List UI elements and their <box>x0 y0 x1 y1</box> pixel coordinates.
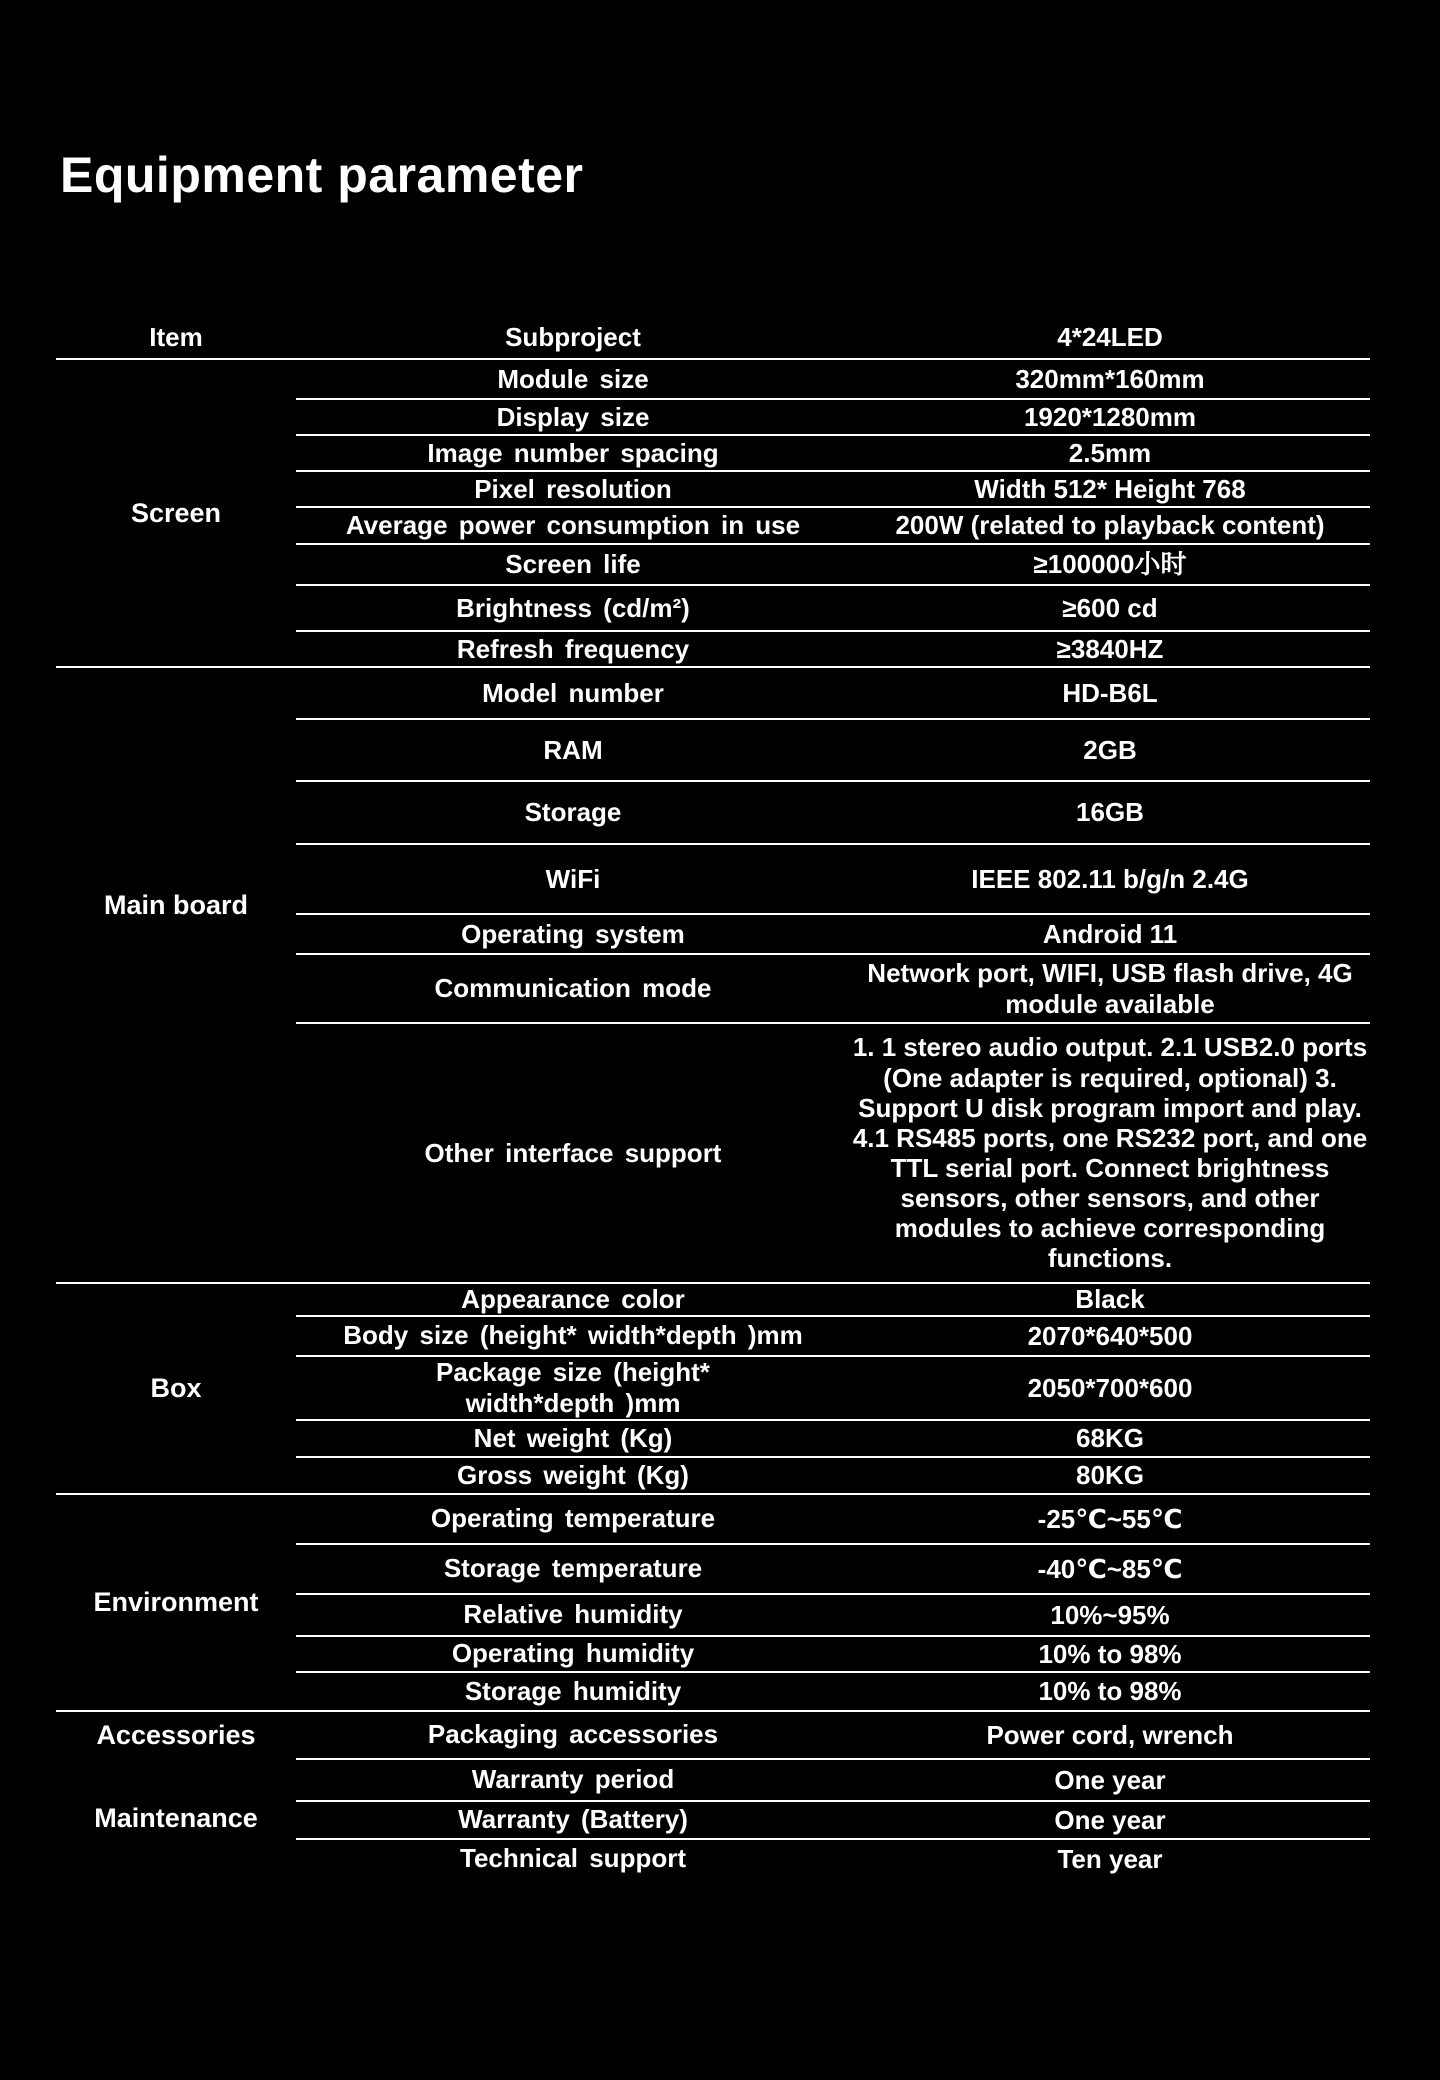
spec-value: Ten year <box>1057 1843 1163 1874</box>
spec-label: Brightness (cd/m²) <box>456 592 690 623</box>
section-accessories <box>56 1712 1370 1760</box>
spec-row-warranty-period <box>296 1760 1370 1802</box>
spec-row-communication-mode <box>296 955 1370 1024</box>
spec-value: Power cord, wrench <box>986 1719 1234 1750</box>
spec-row-storage-humidity <box>296 1673 1370 1710</box>
spec-row-model-number <box>296 668 1370 720</box>
spec-row-storage <box>296 782 1370 845</box>
spec-value: ≥3840HZ <box>1056 633 1164 664</box>
spec-value: -40℃~85℃ <box>1037 1553 1183 1584</box>
spec-row-operating-humidity <box>296 1637 1370 1673</box>
spec-value: Network port, WIFI, USB flash drive, 4G module available <box>867 958 1353 1019</box>
spec-label: Operating temperature <box>430 1503 716 1534</box>
section-main-board-rows <box>296 668 1370 1282</box>
spec-value: 16GB <box>1076 797 1144 828</box>
spec-label: Refresh frequency <box>456 633 690 664</box>
spec-label: Pixel resolution <box>474 473 672 504</box>
spec-row-packaging-accessories <box>296 1712 1370 1760</box>
spec-value: 68KG <box>1076 1423 1144 1454</box>
spec-row-operating-temperature <box>296 1495 1370 1545</box>
item-label-main-board: Main board <box>103 889 248 920</box>
spec-row-display-size <box>296 400 1370 436</box>
spec-row-technical-support <box>296 1840 1370 1878</box>
item-label-maintenance: Maintenance <box>94 1803 258 1834</box>
spec-row-storage-temperature <box>296 1545 1370 1595</box>
spec-label: Gross weight (Kg) <box>457 1459 689 1490</box>
spec-value: 10%~95% <box>1050 1599 1170 1630</box>
spec-value: Android 11 <box>1042 918 1178 949</box>
item-label-screen: Screen <box>130 497 222 528</box>
table-header-row <box>56 316 1370 360</box>
spec-label: Appearance color <box>461 1284 685 1314</box>
spec-label: Communication mode <box>434 973 712 1004</box>
spec-row-other-interface-support <box>296 1024 1370 1282</box>
spec-label: Image number spacing <box>427 437 719 468</box>
spec-row-screen-life <box>296 545 1370 586</box>
spec-row-image-number-spacing <box>296 436 1370 472</box>
section-main-board <box>56 668 1370 1284</box>
spec-value: IEEE 802.11 b/g/n 2.4G <box>971 863 1249 894</box>
spec-label: Module size <box>497 363 649 394</box>
spec-label: Package size (height* width*depth )mm <box>436 1357 710 1418</box>
spec-value: HD-B6L <box>1062 677 1158 708</box>
spec-value: One year <box>1054 1764 1166 1795</box>
section-environment-rows <box>296 1495 1370 1710</box>
spec-row-body-size <box>296 1317 1370 1357</box>
spec-value: 10% to 98% <box>1038 1638 1182 1669</box>
spec-label: Other interface support <box>424 1137 722 1168</box>
spec-label: Display size <box>496 401 650 432</box>
spec-value: 2.5mm <box>1068 437 1152 468</box>
section-screen-rows <box>296 360 1370 666</box>
section-maintenance-rows <box>296 1760 1370 1878</box>
header-model-value: 4*24LED <box>1057 321 1163 352</box>
section-environment <box>56 1495 1370 1712</box>
spec-row-brightness <box>296 586 1370 632</box>
header-item: Item <box>149 321 203 352</box>
page-title: Equipment parameter <box>60 147 584 203</box>
spec-row-refresh-frequency <box>296 632 1370 666</box>
spec-value: -25℃~55℃ <box>1037 1503 1183 1534</box>
item-label-environment: Environment <box>93 1586 259 1617</box>
spec-table <box>56 316 1370 1878</box>
spec-row-ram <box>296 720 1370 782</box>
spec-row-average-power <box>296 508 1370 545</box>
spec-label: RAM <box>543 734 603 765</box>
spec-label: Model number <box>482 677 664 708</box>
item-label-accessories: Accessories <box>96 1720 256 1751</box>
spec-label: Average power consumption in use <box>345 510 801 541</box>
spec-row-gross-weight <box>296 1458 1370 1493</box>
spec-label: Storage <box>524 797 622 828</box>
spec-row-relative-humidity <box>296 1595 1370 1637</box>
spec-row-appearance-color <box>296 1284 1370 1317</box>
section-box-rows <box>296 1284 1370 1493</box>
spec-label: Packaging accessories <box>427 1719 719 1750</box>
spec-value: 80KG <box>1076 1460 1144 1491</box>
spec-value: Black <box>1075 1284 1145 1315</box>
spec-label: Body size (height* width*depth )mm <box>343 1320 803 1351</box>
spec-label: Screen life <box>505 549 641 580</box>
item-label-box: Box <box>150 1372 202 1403</box>
spec-row-wifi <box>296 845 1370 915</box>
spec-label: Technical support <box>460 1843 686 1874</box>
section-maintenance <box>56 1760 1370 1878</box>
spec-value: 2050*700*600 <box>1027 1372 1193 1403</box>
spec-value: 2GB <box>1083 734 1137 765</box>
spec-label: Storage temperature <box>443 1553 703 1584</box>
spec-row-module-size <box>296 360 1370 400</box>
spec-label: Relative humidity <box>463 1599 683 1630</box>
spec-label: Warranty (Battery) <box>458 1804 688 1835</box>
spec-value: 1920*1280mm <box>1023 401 1197 432</box>
spec-label: Operating humidity <box>451 1638 695 1669</box>
spec-row-net-weight <box>296 1421 1370 1458</box>
spec-label: Storage humidity <box>464 1675 682 1706</box>
spec-value: ≥600 cd <box>1062 592 1158 623</box>
spec-label: Warranty period <box>471 1764 675 1795</box>
spec-label: WiFi <box>545 863 601 894</box>
spec-label: Operating system <box>461 918 685 949</box>
spec-row-warranty-battery <box>296 1802 1370 1840</box>
spec-label: Net weight (Kg) <box>473 1422 673 1453</box>
spec-value: 200W (related to playback content) <box>895 510 1325 541</box>
spec-row-operating-system <box>296 915 1370 955</box>
header-subproject: Subproject <box>505 321 641 352</box>
spec-value: 320mm*160mm <box>1015 363 1205 394</box>
spec-value: One year <box>1054 1804 1166 1835</box>
spec-row-package-size <box>296 1357 1370 1421</box>
spec-value: 1. 1 stereo audio output. 2.1 USB2.0 ports (One adapter is required, optional) 3. Support U disk program import and play. 4.1 RS485 ports, one RS232 port, and one TTL serial port. Connect brightness sensors, other sensors, and other modules to achieve corresponding functions. <box>852 1032 1368 1274</box>
spec-value: 10% to 98% <box>1038 1676 1182 1707</box>
spec-value: ≥100000小时 <box>1033 549 1187 580</box>
section-box <box>56 1284 1370 1495</box>
spec-row-pixel-resolution <box>296 472 1370 508</box>
section-accessories-rows <box>296 1712 1370 1760</box>
spec-value: 2070*640*500 <box>1027 1320 1193 1351</box>
spec-value: Width 512* Height 768 <box>974 473 1246 504</box>
